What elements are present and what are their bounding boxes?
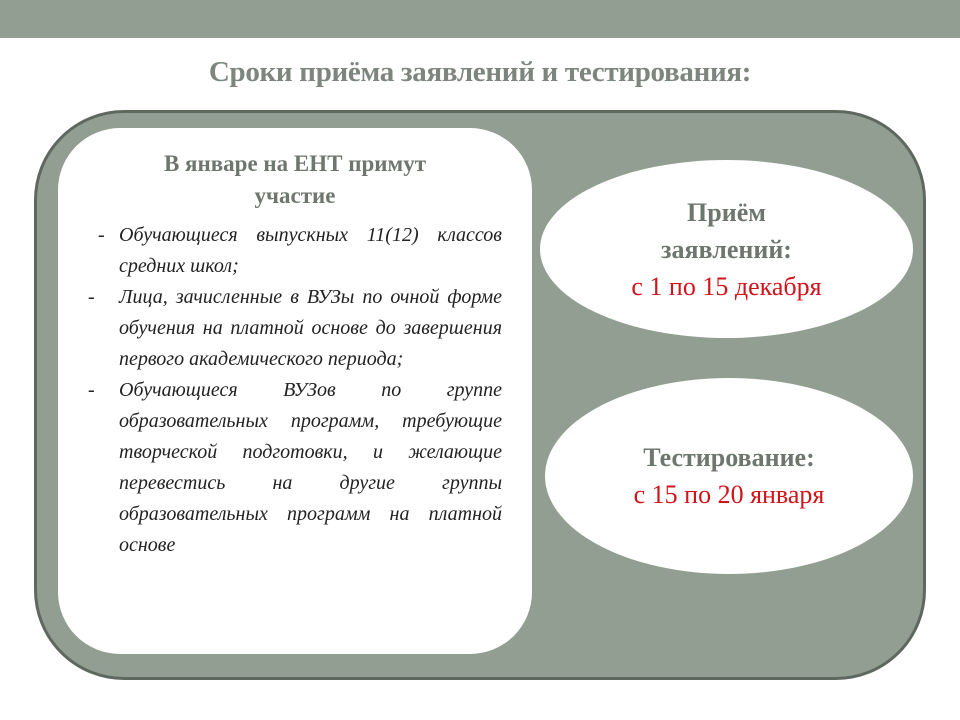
list-item <box>88 220 502 282</box>
slide-title: Сроки приёма заявлений и тестирования: <box>208 56 752 88</box>
applications-title-line1: Приём <box>687 197 766 227</box>
participants-heading-line1: В январе на ЕНТ примут <box>163 151 427 176</box>
top-band <box>0 0 960 38</box>
applications-title <box>661 194 792 268</box>
list-dash: - <box>88 286 95 308</box>
list-dash: - <box>98 224 105 246</box>
list-item-text: Обучающиеся ВУЗов по группе образовательных программ, требующие творческой подготовки, и желающие перевестись на другие группы образовательных программ на платной основе <box>119 379 502 556</box>
applications-ellipse <box>540 160 913 338</box>
participants-heading <box>58 148 532 212</box>
testing-ellipse <box>545 378 913 574</box>
participants-list <box>88 220 502 561</box>
applications-dates: с 1 по 15 декабря <box>631 271 822 301</box>
participants-heading-line2: участие <box>254 183 336 208</box>
applications-title-line2: заявлений: <box>661 234 792 264</box>
testing-dates: с 15 по 20 января <box>633 480 825 509</box>
list-item <box>88 375 502 561</box>
list-item <box>88 282 502 375</box>
list-dash: - <box>88 379 95 401</box>
list-item-text: Обучающиеся выпускных 11(12) классов средних школ; <box>119 224 502 277</box>
testing-title: Тестирование: <box>643 443 815 472</box>
list-item-text: Лица, зачисленные в ВУЗы по очной форме обучения на платной основе до завершения первого академического периода; <box>119 286 502 370</box>
